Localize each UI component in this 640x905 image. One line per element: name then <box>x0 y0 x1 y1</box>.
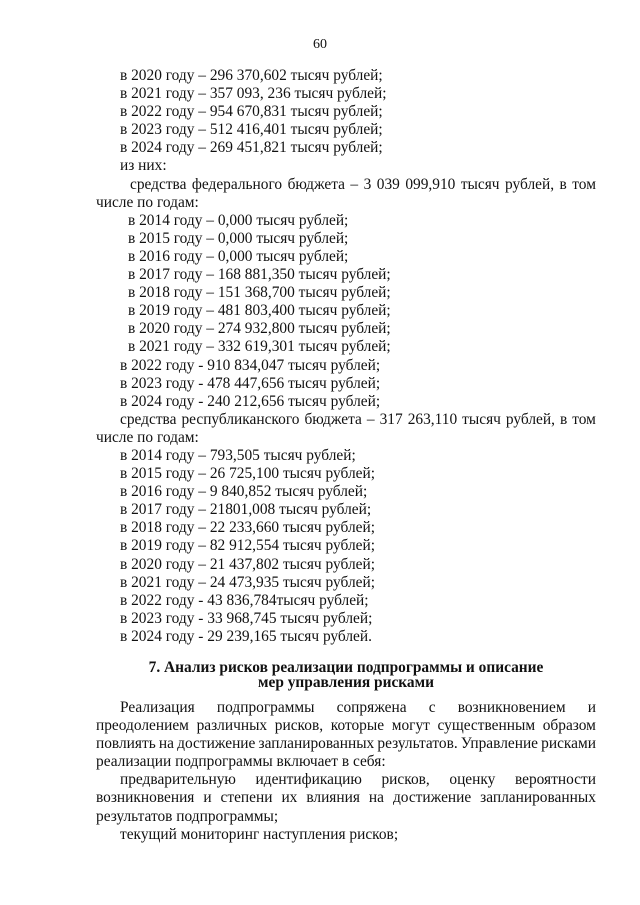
republic-year-line: в 2022 году - 43 836,784тысяч рублей; <box>120 591 369 609</box>
federal-year-line: в 2014 году – 0,000 тысяч рублей; <box>128 211 349 229</box>
text-line: числе по годам: <box>96 428 199 446</box>
republic-year-line: в 2016 году – 9 840,852 тысяч рублей; <box>120 483 368 501</box>
republic-year-line: в 2014 году – 793,505 тысяч рублей; <box>120 446 356 464</box>
text-line: числе по годам: <box>96 193 199 211</box>
paragraph-line: реализации подпрограммы включает в себя: <box>96 753 386 771</box>
federal-year-line: в 2017 году – 168 881,350 тысяч рублей; <box>128 266 391 284</box>
republic-year-line: в 2020 году – 21 437,802 тысяч рублей; <box>120 555 375 573</box>
federal-year-line: в 2016 году – 0,000 тысяч рублей; <box>128 247 349 265</box>
federal-year-line: в 2015 году – 0,000 тысяч рублей; <box>128 229 349 247</box>
republic-year-line: в 2015 году – 26 725,100 тысяч рублей; <box>120 465 375 483</box>
federal-year-line: в 2021 году – 332 619,301 тысяч рублей; <box>128 338 391 356</box>
paragraph-line: повлиять на достижение запланированных результатов. Управление рисками <box>96 735 596 753</box>
paragraph-line: результатов подпрограммы; <box>96 807 279 825</box>
republic-budget-intro: средства республиканского бюджета – 317 263,110 тысяч рублей, в том <box>120 410 596 428</box>
document-body <box>96 67 596 844</box>
paragraph-line: возникновения и степени их влияния на достижение запланированных <box>96 789 596 807</box>
federal-year-line: в 2018 году – 151 368,700 тысяч рублей; <box>128 284 391 302</box>
republic-year-line: в 2021 году – 24 473,935 тысяч рублей; <box>120 573 375 591</box>
republic-year-line: в 2019 году – 82 912,554 тысяч рублей; <box>120 537 375 555</box>
text-line: в 2021 году – 357 093, 236 тысяч рублей; <box>120 85 387 103</box>
text-line: в 2023 году – 512 416,401 тысяч рублей; <box>120 121 383 139</box>
paragraph-line: предварительную идентификацию рисков, оценку вероятности <box>120 771 596 789</box>
paragraph-line: Реализация подпрограммы сопряжена с возникновением и <box>120 699 596 716</box>
text-line: в 2022 году – 954 670,831 тысяч рублей; <box>120 103 383 121</box>
republic-year-line: в 2023 году - 33 968,745 тысяч рублей; <box>120 609 373 627</box>
republic-year-line: в 2024 году - 29 239,165 тысяч рублей. <box>120 627 372 645</box>
paragraph-line: текущий мониторинг наступления рисков; <box>120 825 399 843</box>
section-heading: 7. Анализ рисков реализации подпрограммы и описание мер управления рисками <box>148 659 544 691</box>
text-line: в 2020 году – 296 370,602 тысяч рублей; <box>120 67 383 84</box>
federal-year-line: в 2019 году – 481 803,400 тысяч рублей; <box>128 302 391 320</box>
republic-year-line: в 2018 году – 22 233,660 тысяч рублей; <box>120 519 375 537</box>
federal-year-line: в 2023 году - 478 447,656 тысяч рублей; <box>120 374 381 392</box>
text-line: в 2024 году – 269 451,821 тысяч рублей; <box>120 139 383 157</box>
text-line: из них: <box>120 157 167 175</box>
page-number: 60 <box>313 37 327 52</box>
federal-year-line: в 2024 году - 240 212,656 тысяч рублей; <box>120 392 381 410</box>
republic-year-line: в 2017 году – 21801,008 тысяч рублей; <box>120 501 372 519</box>
federal-budget-intro: средства федерального бюджета – 3 039 099,910 тысяч рублей, в том <box>130 175 596 193</box>
federal-year-line: в 2022 году - 910 834,047 тысяч рублей; <box>120 356 381 374</box>
federal-year-line: в 2020 году – 274 932,800 тысяч рублей; <box>128 320 391 338</box>
paragraph-line: преодолением различных рисков, которые могут существенным образом <box>96 717 596 735</box>
